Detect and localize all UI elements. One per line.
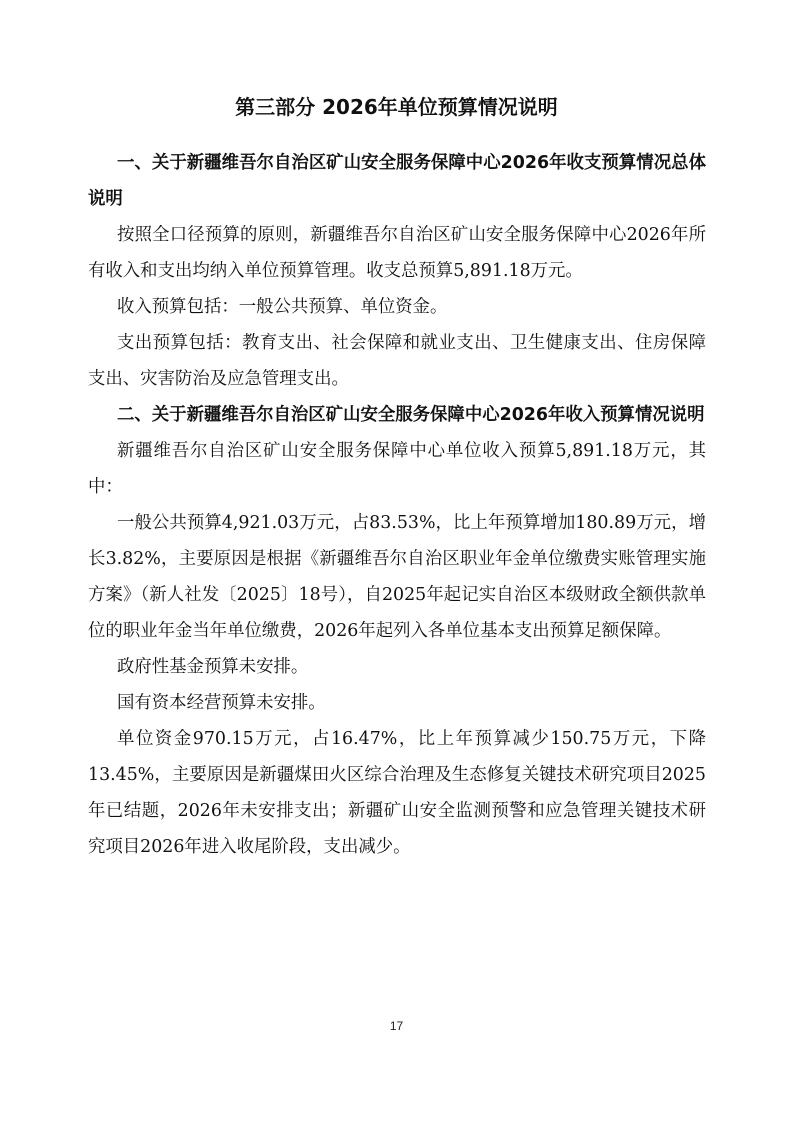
section-1-paragraph-2: 收入预算包括：一般公共预算、单位资金。	[117, 297, 448, 317]
document-body	[88, 145, 706, 865]
section-2-paragraph-5: 单位资金970.15万元，占16.47%，比上年预算减少150.75万元，下降13.45%，主要原因是新疆煤田火区综合治理及生态修复关键技术研究项目2025年已结题，2026年未安排支出；新疆矿山安全监测预警和应急管理关键技术研究项目2026年进入收尾阶段，支出减少。	[88, 729, 706, 857]
page-title: 第三部分 2026年单位预算情况说明	[235, 95, 558, 119]
section-2-paragraph-2: 一般公共预算4,921.03万元，占83.53%，比上年预算增加180.89万元，增长3.82%，主要原因是根据《新疆维吾尔自治区职业年金单位缴费实账管理实施方案》（新人社发〔2025〕18号），自2025年起记实自治区本级财政全额供款单位的职业年金当年单位缴费，2026年起列入各单位基本支出预算足额保障。	[88, 513, 706, 641]
section-2-paragraph-1: 新疆维吾尔自治区矿山安全服务保障中心单位收入预算5,891.18万元，其中：	[88, 441, 706, 497]
page-number: 17	[389, 1019, 404, 1033]
section-2-heading: 二、关于新疆维吾尔自治区矿山安全服务保障中心2026年收入预算情况说明	[117, 405, 705, 425]
section-1-paragraph-3: 支出预算包括：教育支出、社会保障和就业支出、卫生健康支出、住房保障支出、灾害防治及应急管理支出。	[88, 333, 706, 389]
section-2-paragraph-3: 政府性基金预算未安排。	[117, 657, 309, 677]
section-2-paragraph-4: 国有资本经营预算未安排。	[117, 693, 326, 713]
section-1-heading: 一、关于新疆维吾尔自治区矿山安全服务保障中心2026年收支预算情况总体说明	[88, 153, 706, 209]
section-1-paragraph-1: 按照全口径预算的原则，新疆维吾尔自治区矿山安全服务保障中心2026年所有收入和支出均纳入单位预算管理。收支总预算5,891.18万元。	[88, 225, 706, 281]
